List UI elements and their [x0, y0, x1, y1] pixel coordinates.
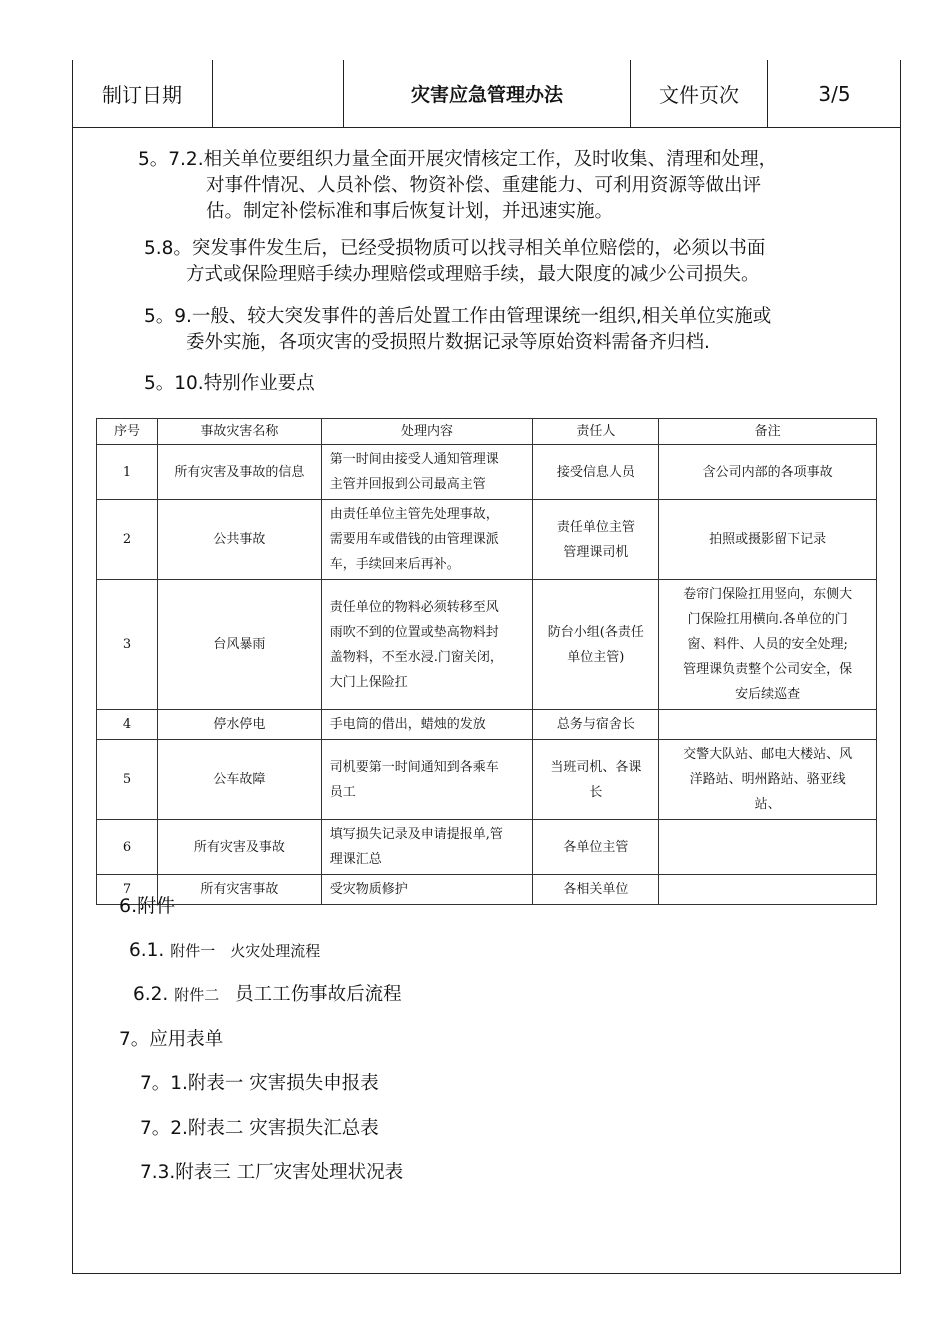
cell-note-line: 卷帘门保险扛用竖向，东侧大: [683, 587, 853, 602]
page-number: 3/5: [818, 81, 851, 106]
paragraph-line: 5.8。突发事件发生后，已经受损物质可以找寻相关单位赔偿的，必须以书面: [144, 238, 766, 259]
paragraph-5-7-2: [138, 147, 777, 225]
table-row: [97, 740, 877, 820]
table-row: [97, 710, 877, 740]
cell-no: 3: [97, 580, 158, 710]
cell-content-line: 车，手续回来后再补。: [329, 557, 460, 572]
date-label: 制订日期: [72, 60, 213, 127]
paragraph-line: 5。9.一般、较大突发事件的善后处置工作由管理课统一组织,相关单位实施或: [144, 306, 772, 327]
cell-no: 5: [97, 740, 158, 820]
cell-name: 公车故障: [157, 740, 321, 820]
cell-name: 公共事故: [157, 500, 321, 580]
section-6-2-number: 6.2.: [133, 984, 169, 1005]
paragraph-5-10: 5。10.特别作业要点: [144, 373, 315, 394]
cell-note-line: 拍照或摄影留下记录: [709, 532, 827, 547]
section-6-1-number: 6.1.: [129, 940, 165, 961]
cell-content: [321, 445, 533, 500]
paragraph-line: 5。7.2.相关单位要组织力量全面开展灾情核定工作，及时收集、清理和处理，: [138, 149, 778, 170]
date-value: [213, 60, 344, 127]
cell-name: 所有灾害及事故: [157, 820, 321, 875]
cell-owner-line: 防台小组(各责任: [547, 624, 644, 640]
cell-owner-line: 责任单位主管: [556, 519, 635, 535]
table-row: [97, 580, 877, 710]
cell-content-line: 由责任单位主管先处理事故，: [329, 507, 499, 522]
cell-no: 4: [97, 710, 158, 740]
header-owner: 责任人: [533, 419, 659, 445]
cell-content: [321, 500, 533, 580]
document-title: 灾害应急管理办法: [344, 60, 631, 127]
paragraph-line: 方式或保险理赔手续办理赔偿或理赔手续，最大限度的减少公司损失。: [186, 264, 760, 285]
section-6-2-label: 附件二: [174, 986, 220, 1004]
cell-content-line: 主管并回报到公司最高主管: [329, 477, 486, 492]
cell-owner: [533, 875, 659, 905]
header-content: 处理内容: [321, 419, 533, 445]
section-6-1-text: 附件一 火灾处理流程: [170, 942, 321, 960]
cell-owner-line: 各单位主管: [563, 839, 629, 855]
section-7-2: 7。2.附表二 灾害损失汇总表: [140, 1118, 379, 1139]
paragraph-line: 估。制定补偿标准和事后恢复计划，并迅速实施。: [206, 201, 614, 222]
cell-note: [659, 820, 877, 875]
paragraph-5-9: [144, 304, 771, 356]
cell-content-line: 第一时间由接受人通知管理课: [329, 452, 499, 467]
cell-owner-line: 接受信息人员: [556, 464, 635, 480]
cell-no: 7: [97, 875, 158, 905]
page-label: 文件页次: [631, 60, 768, 127]
cell-no: 1: [97, 445, 158, 500]
cell-owner: [533, 740, 659, 820]
cell-note-line: 站、: [754, 797, 781, 812]
table-row: [97, 500, 877, 580]
header-no: 序号: [97, 419, 158, 445]
cell-owner: [533, 500, 659, 580]
cell-content-line: 填写损失记录及申请提报单,管: [329, 827, 503, 842]
section-6-2: [133, 982, 402, 1008]
document-header: [72, 60, 901, 128]
cell-content: [321, 710, 533, 740]
cell-name: 所有灾害事故: [157, 875, 321, 905]
cell-note-line: 交警大队站、邮电大楼站、风: [683, 747, 853, 762]
cell-content-line: 员工: [329, 784, 356, 800]
paragraph-line: 委外实施，各项灾害的受损照片数据记录等原始资料需备齐归档.: [186, 332, 710, 353]
cell-note: [659, 710, 877, 740]
cell-owner: [533, 710, 659, 740]
cell-owner: [533, 445, 659, 500]
cell-owner-line: 当班司机、各课: [550, 759, 642, 775]
cell-note: [659, 875, 877, 905]
cell-content-line: 受灾物质修护: [329, 882, 408, 897]
cell-owner: [533, 820, 659, 875]
cell-note-line: 安后续巡查: [735, 687, 801, 702]
cell-name: 所有灾害及事故的信息: [157, 445, 321, 500]
section-6-1: [129, 938, 320, 964]
section-6-2-text: 员工工伤事故后流程: [235, 984, 402, 1005]
cell-content-line: 司机要第一时间通知到各乘车: [329, 759, 499, 775]
cell-note-line: 门保险扛用横向.各单位的门: [687, 612, 848, 627]
header-note: 备注: [659, 419, 877, 445]
cell-note-line: 窗、料件、人员的安全处理;: [687, 637, 848, 652]
header-name: 事故灾害名称: [157, 419, 321, 445]
cell-content-line: 理课汇总: [329, 852, 382, 867]
cell-content-line: 手电筒的借出，蜡烛的发放: [329, 717, 486, 732]
cell-content: [321, 740, 533, 820]
cell-content: [321, 580, 533, 710]
cell-owner-line: 长: [589, 784, 603, 800]
cell-name: 台风暴雨: [157, 580, 321, 710]
cell-note: [659, 580, 877, 710]
cell-content-line: 盖物料，不至水浸.门窗关闭，: [329, 649, 503, 665]
cell-content: [321, 875, 533, 905]
cell-note-line: 管理课负责整个公司安全，保: [683, 662, 853, 677]
cell-note: [659, 445, 877, 500]
cell-owner-line: 各相关单位: [563, 882, 629, 897]
section-7-3: 7.3.附表三 工厂灾害处理状况表: [140, 1162, 404, 1183]
cell-content-line: 需要用车或借钱的由管理课派: [329, 532, 499, 547]
cell-content-line: 雨吹不到的位置或垫高物料封: [329, 624, 499, 640]
table-row: [97, 445, 877, 500]
table-row: [97, 875, 877, 905]
section-7-title: 7。应用表单: [119, 1029, 224, 1050]
cell-owner-line: 管理课司机: [563, 544, 629, 560]
cell-note: [659, 740, 877, 820]
paragraph-5-8: [144, 236, 765, 288]
cell-content-line: 责任单位的物料必须转移至风: [329, 599, 499, 615]
cell-name: 停水停电: [157, 710, 321, 740]
section-6-title: 6.附件: [119, 895, 176, 917]
cell-note: [659, 500, 877, 580]
cell-note-line: 洋路站、明州路站、骆亚线: [689, 772, 846, 787]
section-7-1: 7。1.附表一 灾害损失申报表: [140, 1073, 379, 1094]
table-header-row: [97, 419, 877, 445]
paragraph-line: 对事件情况、人员补偿、物资补偿、重建能力、可利用资源等做出评: [206, 175, 762, 196]
cell-owner-line: 总务与宿舍长: [556, 717, 635, 732]
cell-owner: [533, 580, 659, 710]
cell-content: [321, 820, 533, 875]
cell-no: 2: [97, 500, 158, 580]
cell-note-line: 含公司内部的各项事故: [702, 464, 833, 480]
table-row: [97, 820, 877, 875]
cell-content-line: 大门上保险扛: [329, 674, 408, 690]
special-operations-table: [96, 418, 877, 905]
cell-owner-line: 单位主管): [567, 649, 625, 665]
cell-no: 6: [97, 820, 158, 875]
